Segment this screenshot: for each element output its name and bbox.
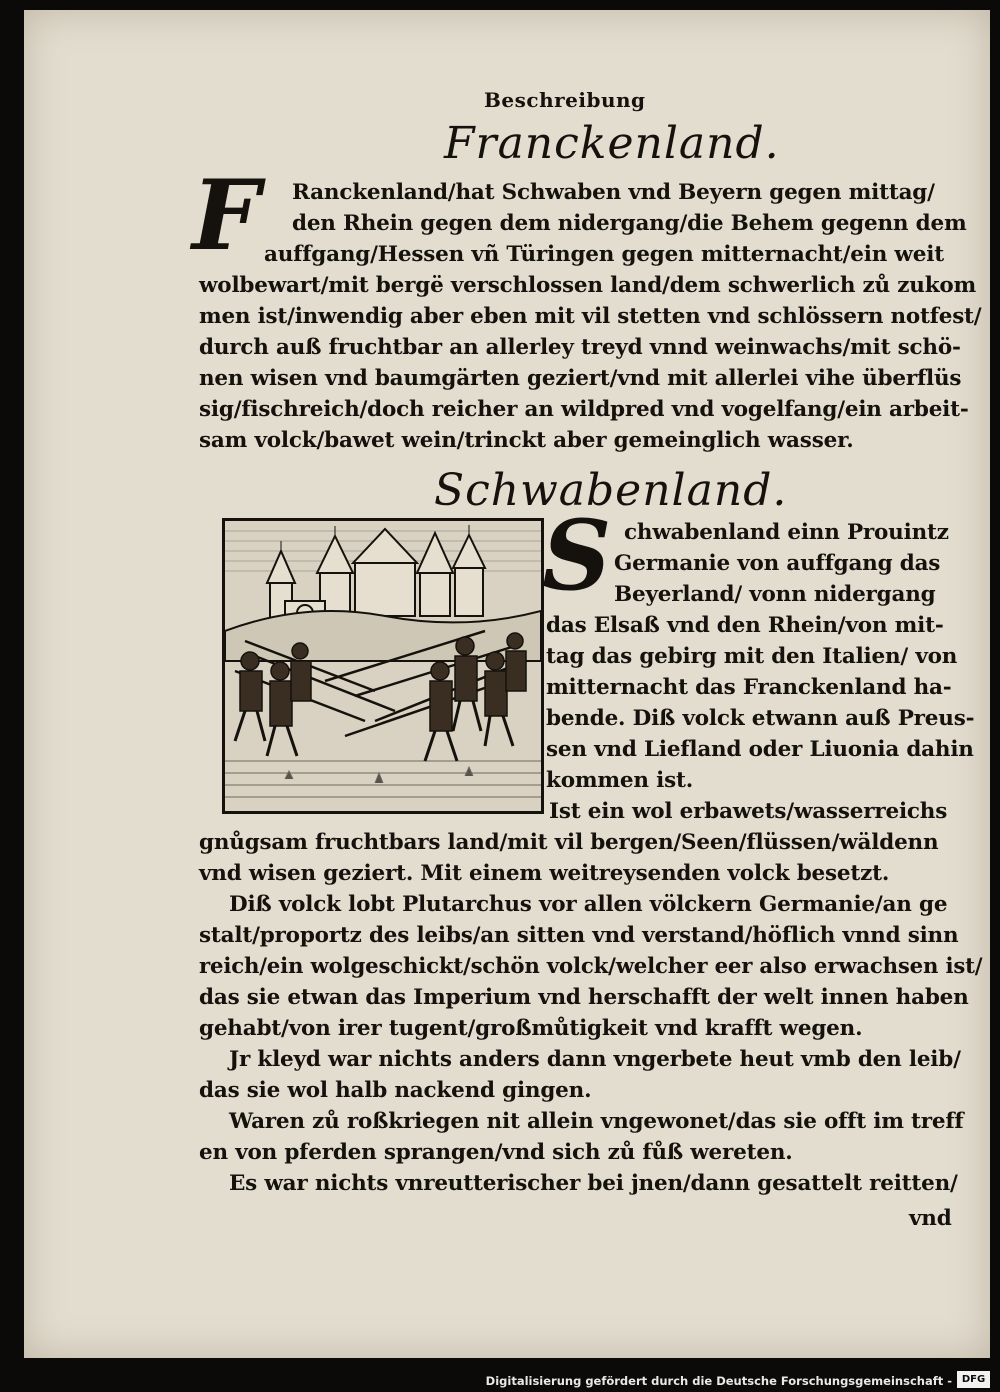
footer-bar (0, 1362, 1000, 1392)
text-line: Diß volck lobt Plutarchus vor allen völckern Germanie/an ge (229, 892, 948, 917)
text-line: tag das gebirg mit den Italien/ von (546, 644, 958, 669)
text-line: reich/ein wolgeschickt/schön volck/welcher eer also erwachsen ist/ (199, 954, 983, 979)
text-line: gnůgsam fruchtbars land/mit vil bergen/Seen/flüssen/wäldenn (199, 830, 939, 855)
text-line: men ist/inwendig aber eben mit vil stetten vnd schlössern notfest/ (199, 304, 982, 329)
text-line: sam volck/bawet wein/trinckt aber gemeinglich wasser. (199, 428, 854, 453)
text-line: mitternacht das Franckenland ha- (546, 675, 952, 700)
text-line: kommen ist. (546, 768, 694, 793)
text-line: Jr kleyd war nichts anders dann vngerbete heut vmb den leib/ (229, 1047, 961, 1072)
text-line: wolbewart/mit bergë verschlossen land/dem schwerlich zů zukom (199, 273, 977, 298)
text-line: Ranckenland/hat Schwaben vnd Beyern gegen mittag/ (292, 180, 935, 205)
text-line: bende. Diß volck etwann auß Preus- (546, 706, 975, 731)
text-line: das Elsaß vnd den Rhein/von mit- (546, 613, 944, 638)
text-line: auffgang/Hessen vñ Türingen gegen mitternacht/ein weit (264, 242, 944, 267)
text-line: en von pferden sprangen/vnd sich zů fůß wereten. (199, 1140, 793, 1165)
text-line: chwabenland einn Prouintz (624, 520, 949, 545)
section-title-schwabenland: Schwabenland. (434, 465, 788, 516)
text-line: Waren zů roßkriegen nit allein vngewonet/das sie offt im treff (229, 1109, 964, 1134)
catchword: vnd (909, 1206, 952, 1231)
text-line: Beyerland/ vonn nidergang (614, 582, 936, 607)
text-line: durch auß fruchtbar an allerley treyd vnnd weinwachs/mit schö- (199, 335, 961, 360)
text-line: Germanie von auffgang das (614, 551, 941, 576)
text-line: Ist ein wol erbawets/wasserreichs (549, 799, 948, 824)
text-line: nen wisen vnd baumgärten geziert/vnd mit allerlei vihe überflüs (199, 366, 962, 391)
text-line: stalt/proportz des leibs/an sitten vnd verstand/höflich vnnd sinn (199, 923, 959, 948)
text-line: gehabt/von irer tugent/großmůtigkeit vnd krafft wegen. (199, 1016, 863, 1041)
text-line: Es war nichts vnreutterischer bei jnen/dann gesattelt reitten/ (229, 1171, 958, 1196)
book-page (24, 10, 990, 1358)
text-line: vnd wisen geziert. Mit einem weitreysenden volck besetzt. (199, 861, 890, 886)
section-title-franckenland: Franckenland. (444, 118, 780, 169)
drop-cap-f: F (192, 159, 261, 272)
text-line: den Rhein gegen dem nidergang/die Behem gegenn dem (292, 211, 967, 236)
text-line: sen vnd Liefland oder Liuonia dahin (546, 737, 974, 762)
running-head: Beschreibung (484, 88, 646, 112)
text-line: sig/fischreich/doch reicher an wildpred vnd vogelfang/ein arbeit- (199, 397, 969, 422)
text-line: das sie etwan das Imperium vnd herschafft der welt innen haben (199, 985, 969, 1010)
battle-scene-woodcut-icon (222, 518, 544, 814)
drop-cap-s: S (542, 499, 612, 612)
dfg-logo-icon: DFG (957, 1371, 990, 1388)
footer-funding-text: Digitalisierung gefördert durch die Deutsche Forschungsgemeinschaft - (485, 1374, 952, 1388)
text-line: das sie wol halb nackend gingen. (199, 1078, 592, 1103)
